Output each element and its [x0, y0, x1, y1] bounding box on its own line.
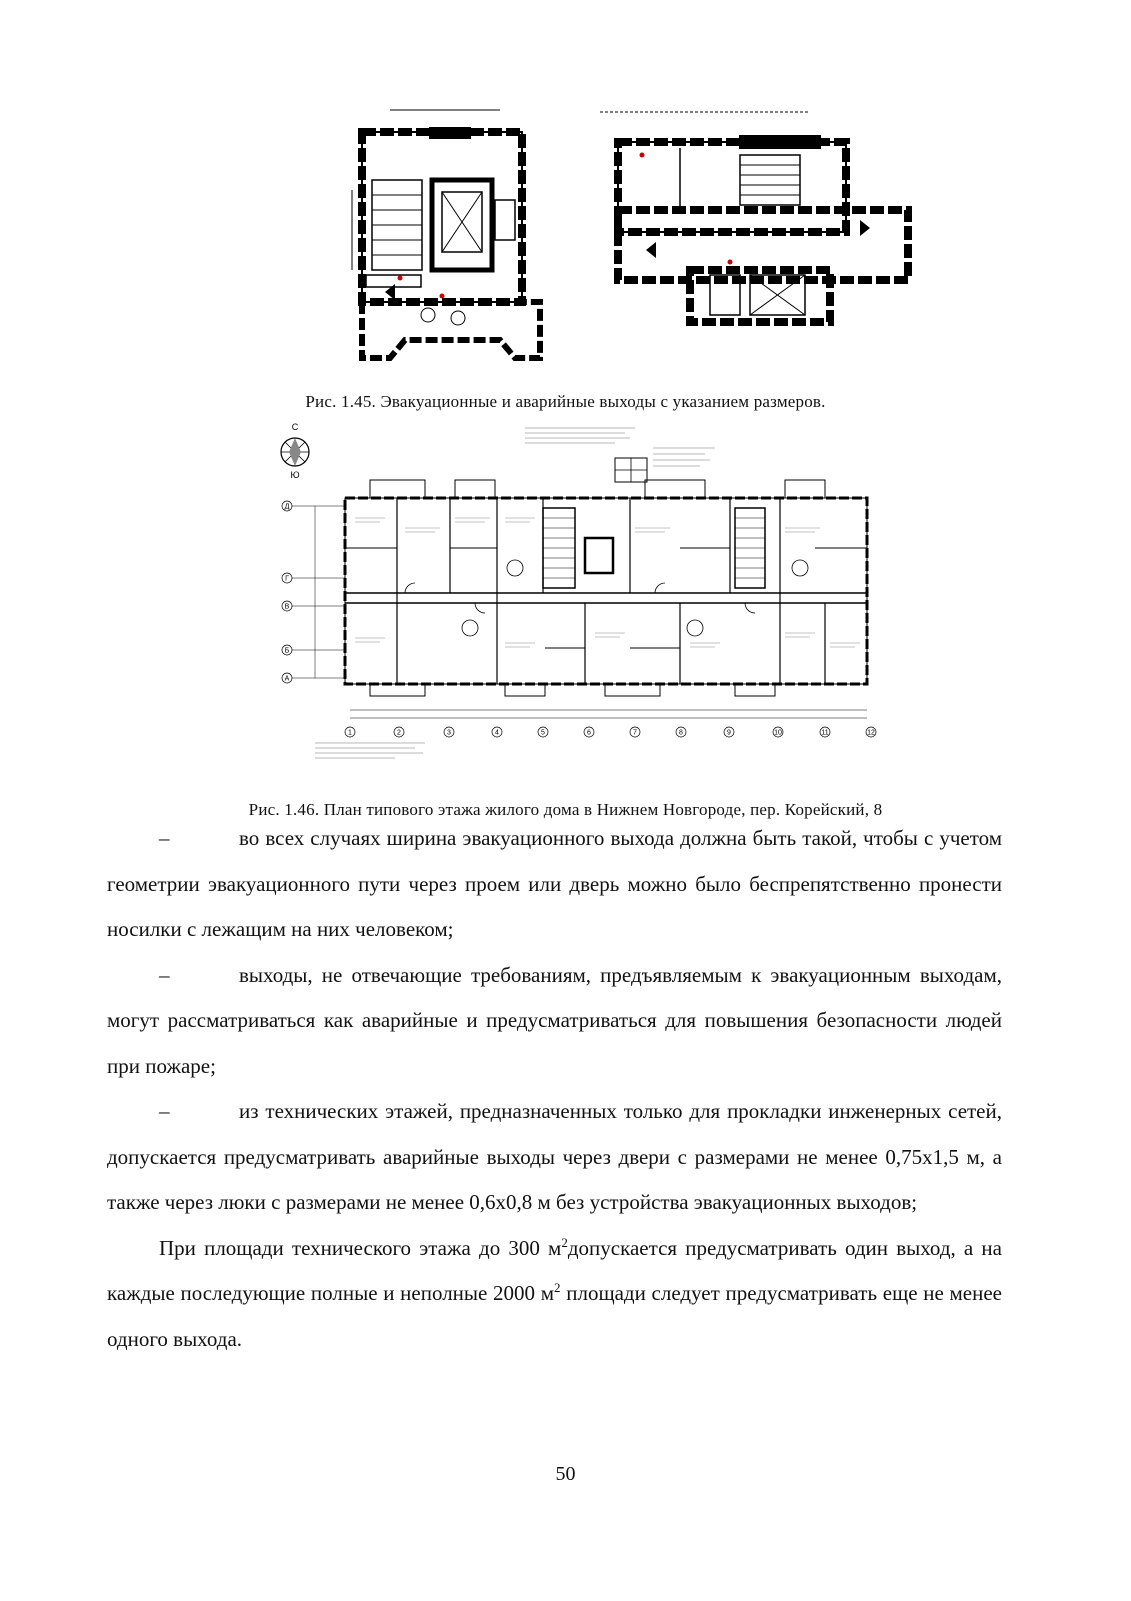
row-axis-label: Д — [284, 503, 290, 511]
list-dash: – — [159, 1099, 170, 1123]
column-axis-label: 4 — [495, 729, 499, 737]
paragraph-text: При площади технического этажа до 300 м — [159, 1235, 562, 1260]
paragraph — [107, 1089, 1002, 1226]
paragraph-text: во всех случаях ширина эвакуационного выхода должна быть такой, чтобы с учетом геометрии эвакуационного пути через проем или дверь можно было беспрепятственно пронести носилки с лежащим на них человеком; — [107, 826, 1002, 941]
superscript: 2 — [554, 1280, 561, 1295]
paragraph-text: допускается предусматривать один выход, а на каждые последующие полные и неполные 2000 м — [107, 1235, 1002, 1305]
row-axis-label: В — [284, 603, 290, 611]
evacuation-exits-figure — [350, 100, 920, 368]
column-axis-label: 1 — [348, 729, 352, 737]
compass-rose-icon — [281, 438, 309, 466]
paragraph-text: площади следует предусматривать еще не менее одного выхода. — [107, 1281, 1003, 1351]
figure-2-caption: Рис. 1.46. План типового этажа жилого дома в Нижнем Новгороде, пер. Корейский, 8 — [248, 800, 883, 819]
paragraph — [107, 1226, 1002, 1363]
column-axis-label: 2 — [397, 729, 401, 737]
evacuation-exits-drawing — [350, 100, 920, 368]
superscript: 2 — [561, 1234, 568, 1250]
row-axis-label: Б — [284, 647, 290, 655]
figure-1-caption: Рис. 1.45. Эвакуационные и аварийные выходы с указанием размеров. — [305, 392, 826, 411]
column-axis-label: 5 — [541, 729, 545, 737]
column-axis-label: 6 — [587, 729, 591, 737]
page-number: 50 — [555, 1463, 576, 1485]
paragraph — [107, 953, 1002, 1090]
body-text — [107, 816, 1002, 1362]
compass-south-label: Ю — [290, 470, 300, 480]
paragraph-text: выходы, не отвечающие требованиям, предъявляемым к эвакуационным выходам, могут рассматриваться как аварийные и предусматриваться для повышения безопасности людей при пожаре; — [107, 962, 1002, 1078]
column-axis-label: 12 — [867, 729, 875, 737]
list-dash: – — [159, 962, 170, 987]
floor-plan-drawing — [275, 418, 895, 770]
floor-plan-figure — [275, 418, 895, 770]
column-axis-label: 7 — [633, 729, 637, 737]
row-axis-label: Г — [285, 575, 289, 583]
compass-north-label: С — [291, 422, 299, 432]
paragraph-text: из технических этажей, предназначенных только для прокладки инженерных сетей, допускается предусматривать аварийные выходы через двери с размерами не менее 0,75х1,5 м, а также через люки с размерами не менее 0,6х0,8 м без устройства эвакуационных выходов; — [107, 1099, 1002, 1214]
paragraph — [107, 816, 1002, 953]
column-axis-label: 3 — [447, 729, 451, 737]
column-axis-label: 8 — [679, 729, 683, 737]
column-axis-label: 11 — [821, 729, 829, 737]
column-axis-label: 10 — [774, 729, 782, 737]
list-dash: – — [159, 826, 170, 850]
column-axis-label: 9 — [727, 729, 731, 737]
row-axis-label: А — [284, 675, 290, 683]
